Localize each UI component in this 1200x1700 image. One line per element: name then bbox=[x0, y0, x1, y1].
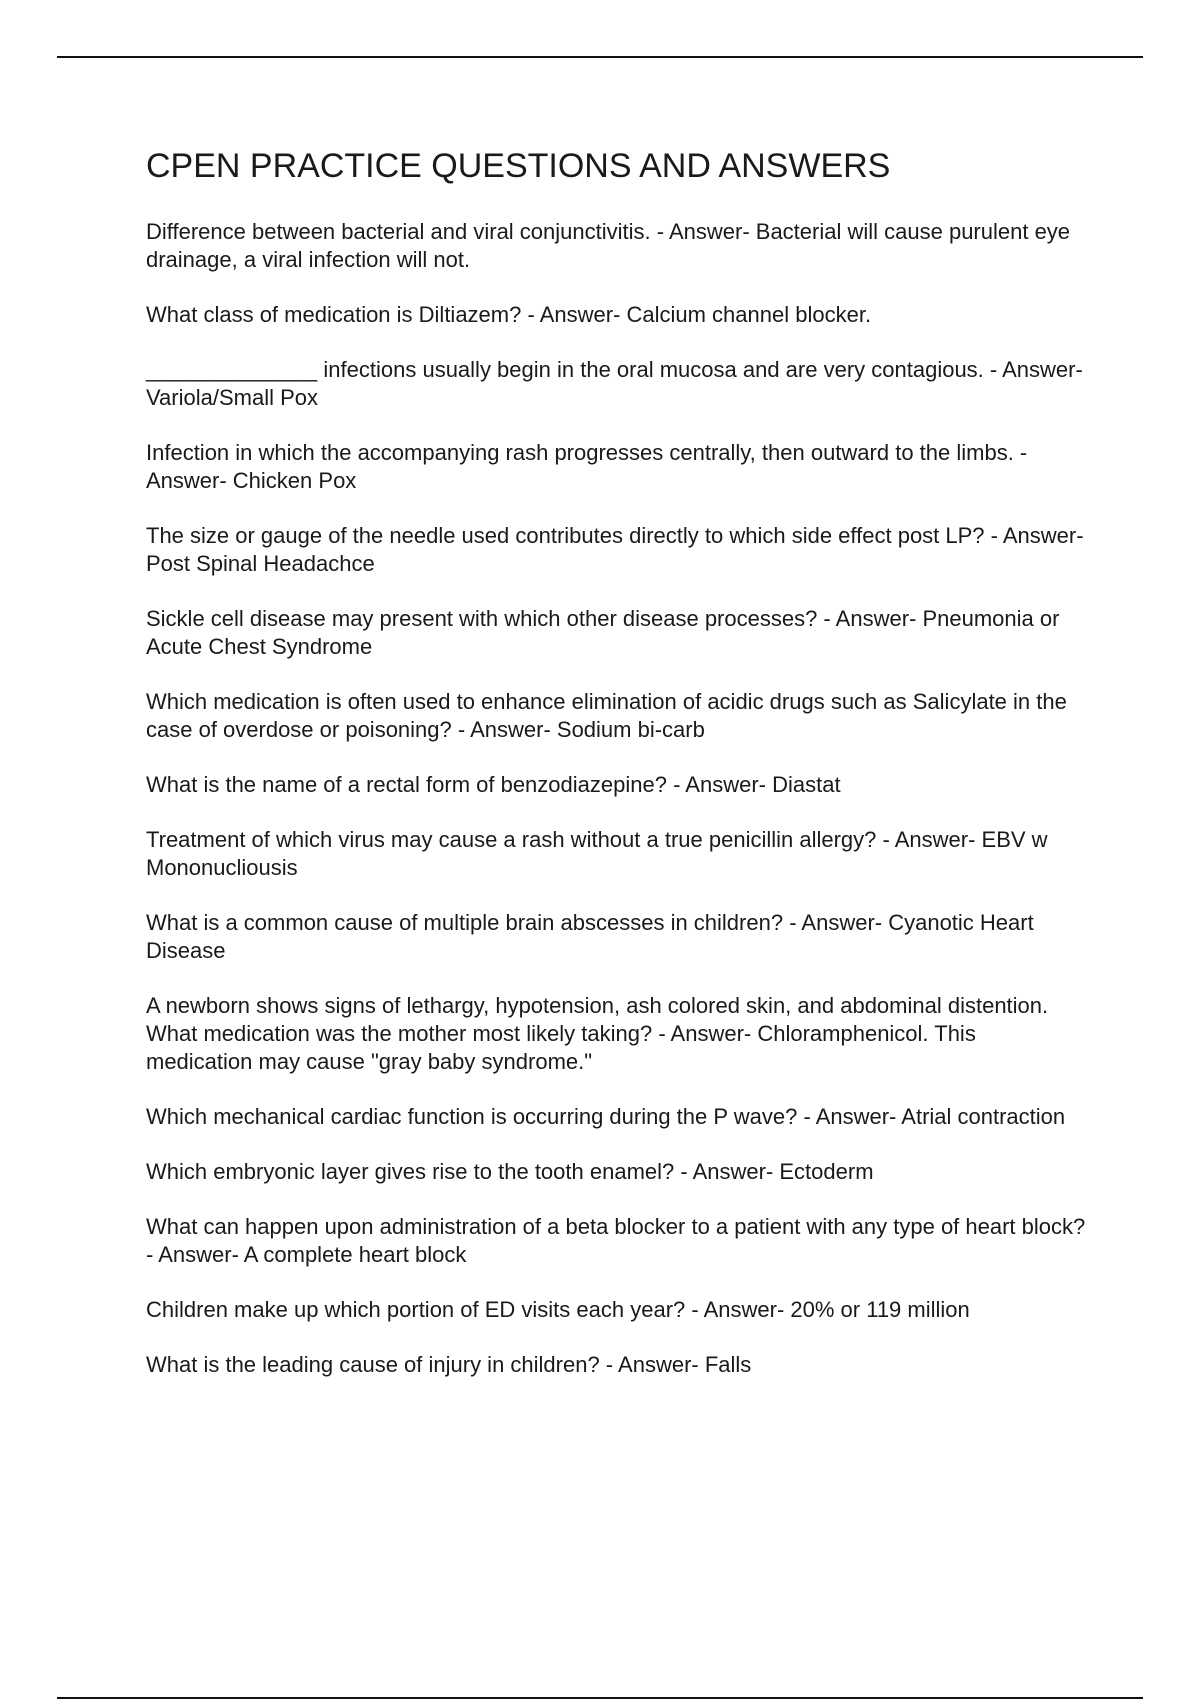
qa-item: What is a common cause of multiple brain abscesses in children? - Answer- Cyanotic Heart Disease bbox=[146, 910, 1034, 963]
qa-item: Treatment of which virus may cause a rash without a true penicillin allergy? - Answer- EBV w Mononucliousis bbox=[146, 827, 1048, 880]
qa-item: Which medication is often used to enhance elimination of acidic drugs such as Salicylate in the case of overdose or poisoning? - Answer- Sodium bi-carb bbox=[146, 689, 1067, 742]
qa-item: Which mechanical cardiac function is occurring during the P wave? - Answer- Atrial contraction bbox=[146, 1104, 1066, 1129]
qa-item: Which embryonic layer gives rise to the tooth enamel? - Answer- Ectoderm bbox=[146, 1159, 874, 1184]
qa-list bbox=[146, 218, 1086, 1379]
qa-item: The size or gauge of the needle used contributes directly to which side effect post LP? - Answer- Post Spinal Headachce bbox=[146, 523, 1084, 576]
qa-item: What class of medication is Diltiazem? - Answer- Calcium channel blocker. bbox=[146, 302, 872, 327]
qa-item: Children make up which portion of ED visits each year? - Answer- 20% or 119 million bbox=[146, 1297, 970, 1322]
qa-item: ______________ infections usually begin in the oral mucosa and are very contagious. - Answer- Variola/Small Pox bbox=[146, 357, 1083, 410]
document-body bbox=[146, 142, 1086, 1406]
qa-item: Sickle cell disease may present with which other disease processes? - Answer- Pneumonia or Acute Chest Syndrome bbox=[146, 606, 1060, 659]
qa-item: What is the leading cause of injury in children? - Answer- Falls bbox=[146, 1352, 752, 1377]
qa-item: Infection in which the accompanying rash progresses centrally, then outward to the limbs. - Answer- Chicken Pox bbox=[146, 440, 1028, 493]
qa-item: Difference between bacterial and viral conjunctivitis. - Answer- Bacterial will cause purulent eye drainage, a viral infection will not. bbox=[146, 219, 1071, 272]
page-title: CPEN PRACTICE QUESTIONS AND ANSWERS bbox=[146, 147, 891, 185]
bottom-divider bbox=[57, 1697, 1143, 1699]
top-divider bbox=[57, 56, 1143, 58]
qa-item: A newborn shows signs of lethargy, hypotension, ash colored skin, and abdominal distention. What medication was the mother most likely taking? - Answer- Chloramphenicol. This medication may cause "gray baby syndrome." bbox=[146, 993, 1049, 1074]
qa-item: What can happen upon administration of a beta blocker to a patient with any type of heart block? - Answer- A complete heart block bbox=[146, 1214, 1086, 1267]
qa-item: What is the name of a rectal form of benzodiazepine? - Answer- Diastat bbox=[146, 772, 841, 797]
